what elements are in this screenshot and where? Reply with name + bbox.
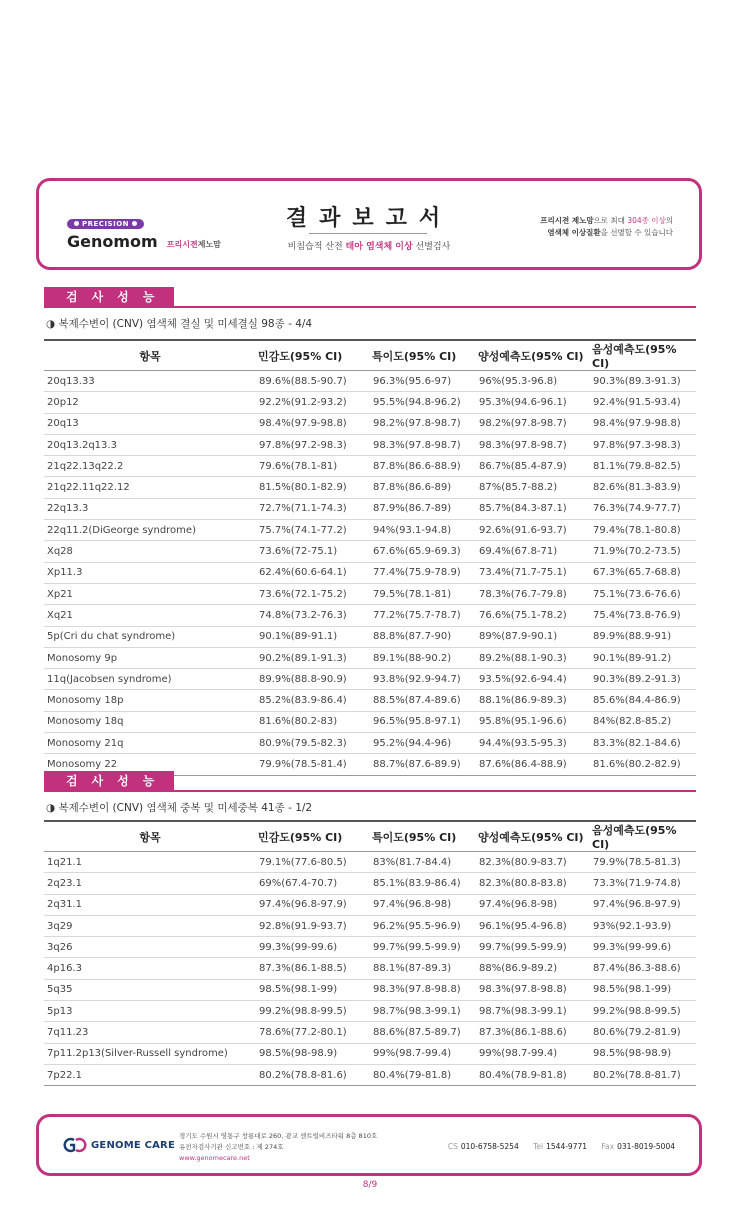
table-row — [44, 1043, 696, 1064]
section2-label: 검사성능 — [44, 771, 174, 791]
table-row — [44, 456, 696, 477]
table-cell: 73.3%(71.9-74.8) — [590, 873, 696, 894]
table-cell: 96.2%(95.5-96.9) — [370, 915, 476, 936]
table-cell: 80.2%(78.8-81.7) — [590, 1064, 696, 1085]
brand-name: Genomom — [67, 232, 158, 251]
table-cell: 90.3%(89.3-91.3) — [590, 371, 696, 392]
table-cell: 84%(82.8-85.2) — [590, 711, 696, 732]
table-cell: Monosomy 18p — [44, 690, 256, 711]
table-row — [44, 711, 696, 732]
column-header: 민감도(95% CI) — [256, 340, 370, 371]
table-cell: 83.3%(82.1-84.6) — [590, 733, 696, 754]
table-cell: 87.8%(86.6-88.9) — [370, 456, 476, 477]
table-cell: Monosomy 9p — [44, 647, 256, 668]
table-cell: 99%(98.7-99.4) — [476, 1043, 590, 1064]
table-cell: 97.8%(97.3-98.3) — [590, 434, 696, 455]
table-cell: Xq21 — [44, 605, 256, 626]
table-cell: 93.8%(92.9-94.7) — [370, 669, 476, 690]
table-cell: 95.3%(94.6-96.1) — [476, 392, 590, 413]
table-row — [44, 583, 696, 604]
table-cell: 67.6%(65.9-69.3) — [370, 541, 476, 562]
table-cell: 94.4%(93.5-95.3) — [476, 733, 590, 754]
table-row — [44, 626, 696, 647]
table-cell: 87.4%(86.3-88.6) — [590, 958, 696, 979]
table-row — [44, 562, 696, 583]
table-row — [44, 1064, 696, 1085]
table-header-row — [44, 821, 696, 852]
table-cell: 7q11.23 — [44, 1022, 256, 1043]
table-cell: 77.2%(75.7-78.7) — [370, 605, 476, 626]
report-title: 결과보고서 — [285, 206, 453, 231]
table-cell: 72.7%(71.1-74.3) — [256, 498, 370, 519]
column-header: 민감도(95% CI) — [256, 821, 370, 852]
column-header: 항목 — [44, 340, 256, 371]
table-cell: 90.3%(89.2-91.3) — [590, 669, 696, 690]
table-cell: 80.4%(78.9-81.8) — [476, 1064, 590, 1085]
table-cell: 20q13.2q13.3 — [44, 434, 256, 455]
table-cell: 98.7%(98.3-99.1) — [476, 1001, 590, 1022]
column-header: 특이도(95% CI) — [370, 821, 476, 852]
table-cell: 99.2%(98.8-99.5) — [256, 1001, 370, 1022]
table-cell: 87.3%(86.1-88.5) — [256, 958, 370, 979]
tel-number: 1544-9771 — [546, 1142, 588, 1151]
table-cell: 69.4%(67.8-71) — [476, 541, 590, 562]
table-row — [44, 498, 696, 519]
genome-care-logo: GENOME CARE — [63, 1137, 175, 1153]
table-cell: 83%(81.7-84.4) — [370, 852, 476, 873]
table-cell: 85.6%(84.4-86.9) — [590, 690, 696, 711]
column-header: 항목 — [44, 821, 256, 852]
table-cell: 98.4%(97.9-98.8) — [590, 413, 696, 434]
table-cell: 92.4%(91.5-93.4) — [590, 392, 696, 413]
table-cell: 88.6%(87.5-89.7) — [370, 1022, 476, 1043]
table-cell: 5q35 — [44, 979, 256, 1000]
genome-care-logo-icon — [63, 1137, 87, 1153]
table-cell: 79.9%(78.5-81.4) — [256, 754, 370, 775]
table-cell: 98.7%(98.3-99.1) — [370, 1001, 476, 1022]
table-cell: 1q21.1 — [44, 852, 256, 873]
table-cell: Xp11.3 — [44, 562, 256, 583]
table-row — [44, 477, 696, 498]
cs-number: 010-6758-5254 — [460, 1142, 519, 1151]
table-row — [44, 937, 696, 958]
company-address: 경기도 수원시 영통구 창룡대로 260, 광교 센트럴비즈타워 8층 810호 유전자검사기관 신고번호 : 제 274호 www.genomecare.net — [179, 1132, 378, 1162]
table-cell: 87.8%(86.6-89) — [370, 477, 476, 498]
table-cell: 76.3%(74.9-77.7) — [590, 498, 696, 519]
fax-number: 031-8019-5004 — [617, 1142, 675, 1151]
table-cell: 80.9%(79.5-82.3) — [256, 733, 370, 754]
column-header: 양성예측도(95% CI) — [476, 821, 590, 852]
table-cell: 96%(95.3-96.8) — [476, 371, 590, 392]
table-cell: 79.4%(78.1-80.8) — [590, 520, 696, 541]
section2-description: ◑ 복제수변이 (CNV) 염색체 중복 및 미세중복 41종 - 1/2 — [46, 802, 313, 814]
table-row — [44, 690, 696, 711]
table-cell: 92.8%(91.9-93.7) — [256, 915, 370, 936]
column-header: 특이도(95% CI) — [370, 340, 476, 371]
table-cell: 81.1%(79.8-82.5) — [590, 456, 696, 477]
table-cell: Monosomy 21q — [44, 733, 256, 754]
table-cell: 76.6%(75.1-78.2) — [476, 605, 590, 626]
report-subtitle: 비침습적 산전 태아 염색체 이상 선별검사 — [287, 242, 451, 252]
table-row — [44, 894, 696, 915]
table-cell: 88%(86.9-89.2) — [476, 958, 590, 979]
table-row — [44, 669, 696, 690]
table-cell: 98.5%(98-98.9) — [256, 1043, 370, 1064]
table-cell: 99.3%(99-99.6) — [590, 937, 696, 958]
website-link[interactable]: www.genomecare.net — [179, 1154, 250, 1162]
table-cell: 7p22.1 — [44, 1064, 256, 1085]
table-cell: 89.1%(88-90.2) — [370, 647, 476, 668]
table-cell: 85.1%(83.9-86.4) — [370, 873, 476, 894]
table-cell: 82.6%(81.3-83.9) — [590, 477, 696, 498]
table-cell: 98.5%(98.1-99) — [590, 979, 696, 1000]
section1-header — [44, 287, 696, 307]
table-cell: 99%(98.7-99.4) — [370, 1043, 476, 1064]
table-cell: 92.6%(91.6-93.7) — [476, 520, 590, 541]
table-cell: 88.1%(86.9-89.3) — [476, 690, 590, 711]
table-cell: 2q23.1 — [44, 873, 256, 894]
table-cell: 88.5%(87.4-89.6) — [370, 690, 476, 711]
table-cell: 73.6%(72-75.1) — [256, 541, 370, 562]
table-cell: 79.1%(77.6-80.5) — [256, 852, 370, 873]
table-cell: 82.3%(80.8-83.8) — [476, 873, 590, 894]
table-cell: 98.2%(97.8-98.7) — [370, 413, 476, 434]
table-cell: 98.3%(97.8-98.7) — [370, 434, 476, 455]
table-cell: 87.6%(86.4-88.9) — [476, 754, 590, 775]
contact-numbers: CS 010-6758-5254 Tel 1544-9771 Fax 031-8019-5004 — [447, 1142, 675, 1151]
section1-table — [44, 339, 696, 776]
table-header-row — [44, 340, 696, 371]
table-cell: 98.5%(98-98.9) — [590, 1043, 696, 1064]
table-cell: 95.8%(95.1-96.6) — [476, 711, 590, 732]
column-header: 음성예측도(95% CI) — [590, 821, 696, 852]
table-cell: 20q13 — [44, 413, 256, 434]
table-cell: 79.5%(78.1-81) — [370, 583, 476, 604]
table-row — [44, 1022, 696, 1043]
brand-sub: 프리시젼제노맘 — [166, 240, 221, 249]
table-cell: 88.1%(87-89.3) — [370, 958, 476, 979]
table-cell: 77.4%(75.9-78.9) — [370, 562, 476, 583]
table-cell: 73.6%(72.1-75.2) — [256, 583, 370, 604]
table-cell: 74.8%(73.2-76.3) — [256, 605, 370, 626]
table-cell: 99.7%(99.5-99.9) — [476, 937, 590, 958]
table-cell: 5p(Cri du chat syndrome) — [44, 626, 256, 647]
table-cell: 98.4%(97.9-98.8) — [256, 413, 370, 434]
section2-header — [44, 771, 696, 791]
section1-label: 검사성능 — [44, 287, 174, 307]
table-cell: 98.3%(97.8-98.8) — [370, 979, 476, 1000]
table-cell: 80.6%(79.2-81.9) — [590, 1022, 696, 1043]
table-cell: 97.4%(96.8-98) — [476, 894, 590, 915]
table-cell: 81.6%(80.2-82.9) — [590, 754, 696, 775]
table-row — [44, 733, 696, 754]
table-cell: 93%(92.1-93.9) — [590, 915, 696, 936]
table-cell: 88.8%(87.7-90) — [370, 626, 476, 647]
table-cell: 89.9%(88.8-90.9) — [256, 669, 370, 690]
table-cell: Monosomy 22 — [44, 754, 256, 775]
table-cell: 97.4%(96.8-98) — [370, 894, 476, 915]
table-cell: 81.5%(80.1-82.9) — [256, 477, 370, 498]
table-cell: 98.3%(97.8-98.7) — [476, 434, 590, 455]
table-cell: 99.2%(98.8-99.5) — [590, 1001, 696, 1022]
table-cell: 4p16.3 — [44, 958, 256, 979]
table-row — [44, 434, 696, 455]
table-cell: 89.2%(88.1-90.3) — [476, 647, 590, 668]
table-cell: 73.4%(71.7-75.1) — [476, 562, 590, 583]
table-row — [44, 852, 696, 873]
table-cell: 11q(Jacobsen syndrome) — [44, 669, 256, 690]
table-row — [44, 958, 696, 979]
section1-description: ◑ 복제수변이 (CNV) 염색체 결실 및 미세결실 98종 - 4/4 — [46, 318, 313, 330]
table-row — [44, 392, 696, 413]
table-cell: 87.9%(86.7-89) — [370, 498, 476, 519]
table-row — [44, 541, 696, 562]
table-cell: 87.3%(86.1-88.6) — [476, 1022, 590, 1043]
table-cell: 97.8%(97.2-98.3) — [256, 434, 370, 455]
table-row — [44, 979, 696, 1000]
table-cell: 80.4%(79-81.8) — [370, 1064, 476, 1085]
table-cell: 2q31.1 — [44, 894, 256, 915]
column-header: 양성예측도(95% CI) — [476, 340, 590, 371]
table-cell: 78.6%(77.2-80.1) — [256, 1022, 370, 1043]
table-cell: 3q29 — [44, 915, 256, 936]
table-cell: 97.4%(96.8-97.9) — [256, 894, 370, 915]
table-cell: 80.2%(78.8-81.6) — [256, 1064, 370, 1085]
table-cell: 67.3%(65.7-68.8) — [590, 562, 696, 583]
table-cell: 69%(67.4-70.7) — [256, 873, 370, 894]
table-row — [44, 1001, 696, 1022]
table-cell: Monosomy 18q — [44, 711, 256, 732]
table-cell: 96.1%(95.4-96.8) — [476, 915, 590, 936]
table-cell: 71.9%(70.2-73.5) — [590, 541, 696, 562]
table-cell: 3q26 — [44, 937, 256, 958]
table-row — [44, 647, 696, 668]
table-cell: 99.7%(99.5-99.9) — [370, 937, 476, 958]
page-number: 8/9 — [362, 1180, 378, 1190]
table-cell: 88.7%(87.6-89.9) — [370, 754, 476, 775]
table-row — [44, 413, 696, 434]
table-cell: 75.7%(74.1-77.2) — [256, 520, 370, 541]
table-row — [44, 873, 696, 894]
table-cell: 79.9%(78.5-81.3) — [590, 852, 696, 873]
table-cell: 22q11.2(DiGeorge syndrome) — [44, 520, 256, 541]
table-cell: 94%(93.1-94.8) — [370, 520, 476, 541]
table-cell: 85.2%(83.9-86.4) — [256, 690, 370, 711]
table-row — [44, 915, 696, 936]
title-divider — [309, 233, 427, 234]
table-cell: 89%(87.9-90.1) — [476, 626, 590, 647]
table-cell: 95.2%(94.4-96) — [370, 733, 476, 754]
table-cell: 62.4%(60.6-64.1) — [256, 562, 370, 583]
table-cell: 22q13.3 — [44, 498, 256, 519]
table-cell: 78.3%(76.7-79.8) — [476, 583, 590, 604]
table-cell: 89.6%(88.5-90.7) — [256, 371, 370, 392]
column-header: 음성예측도(95% CI) — [590, 340, 696, 371]
table-cell: 75.1%(73.6-76.6) — [590, 583, 696, 604]
section2-table — [44, 820, 696, 1086]
table-cell: 86.7%(85.4-87.9) — [476, 456, 590, 477]
table-cell: 96.3%(95.6-97) — [370, 371, 476, 392]
table-row — [44, 520, 696, 541]
table-cell: 98.5%(98.1-99) — [256, 979, 370, 1000]
table-cell: 21q22.13q22.2 — [44, 456, 256, 477]
table-cell: 98.2%(97.8-98.7) — [476, 413, 590, 434]
table-row — [44, 371, 696, 392]
precision-badge: PRECISION — [67, 219, 144, 229]
table-cell: 20p12 — [44, 392, 256, 413]
table-cell: 90.1%(89-91.2) — [590, 647, 696, 668]
table-cell: 79.6%(78.1-81) — [256, 456, 370, 477]
table-cell: 7p11.2p13(Silver-Russell syndrome) — [44, 1043, 256, 1064]
table-cell: Xp21 — [44, 583, 256, 604]
table-row — [44, 605, 696, 626]
table-cell: 75.4%(73.8-76.9) — [590, 605, 696, 626]
table-cell: 98.3%(97.8-98.8) — [476, 979, 590, 1000]
table-cell: 82.3%(80.9-83.7) — [476, 852, 590, 873]
table-cell: 93.5%(92.6-94.4) — [476, 669, 590, 690]
table-cell: 85.7%(84.3-87.1) — [476, 498, 590, 519]
table-cell: 89.9%(88.9-91) — [590, 626, 696, 647]
table-cell: 97.4%(96.8-97.9) — [590, 894, 696, 915]
table-cell: 81.6%(80.2-83) — [256, 711, 370, 732]
table-cell: 21q22.11q22.12 — [44, 477, 256, 498]
header-note: 프리시젼 제노맘으로 최대 304종 이상의 염색체 이상질환을 선별할 수 있습니다 — [540, 216, 673, 237]
table-cell: 96.5%(95.8-97.1) — [370, 711, 476, 732]
report-footer — [36, 1114, 702, 1176]
table-cell: 90.1%(89-91.1) — [256, 626, 370, 647]
table-cell: 92.2%(91.2-93.2) — [256, 392, 370, 413]
table-cell: 90.2%(89.1-91.3) — [256, 647, 370, 668]
report-header — [36, 178, 702, 270]
table-cell: 95.5%(94.8-96.2) — [370, 392, 476, 413]
table-cell: Xq28 — [44, 541, 256, 562]
table-cell: 5p13 — [44, 1001, 256, 1022]
table-cell: 20q13.33 — [44, 371, 256, 392]
table-cell: 99.3%(99-99.6) — [256, 937, 370, 958]
table-cell: 87%(85.7-88.2) — [476, 477, 590, 498]
